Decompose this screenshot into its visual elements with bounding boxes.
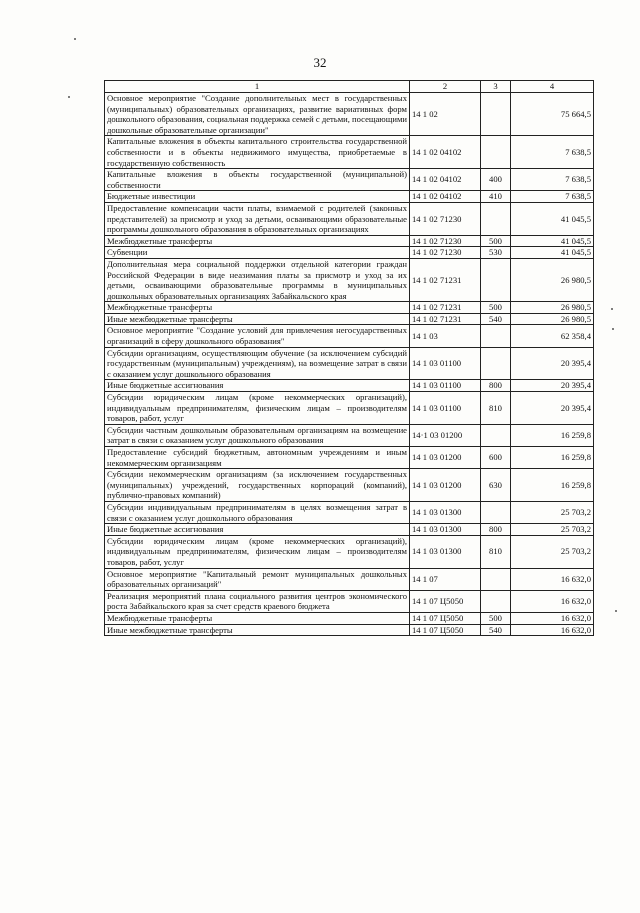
row-amount-cell: 16 259,8 [511,469,594,502]
row-code-cell: 14 1 03 01300 [410,501,481,523]
row-expense-type-cell [481,501,511,523]
table-row [105,501,594,523]
row-code-cell: 14 1 07 Ц5050 [410,590,481,612]
row-expense-type-cell: 540 [481,624,511,636]
table-row [105,313,594,325]
scan-speck [74,38,76,40]
row-name-cell: Предоставление компенсации части платы, взимаемой с родителей (законных представителей) за присмотр и уход за детьми, осваивающими образовательные программы дошкольного образования в образовательных организациях [105,202,410,235]
row-code-cell: 14 1 02 71231 [410,302,481,314]
table-row [105,424,594,446]
row-name-cell: Основное мероприятие "Создание дополнительных мест в государственных (муниципальных) образовательных организациях, развитие вариативных форм дошкольного образования, социальная поддержка семей с детьми, посещающими дошкольные образовательные организации" [105,93,410,136]
row-code-cell: 14 1 02 71230 [410,247,481,259]
row-amount-cell: 16 259,8 [511,447,594,469]
row-name-cell: Капитальные вложения в объекты капитального строительства государственной собственности и в объекты недвижимого имущества, приобретаемые в государственную собственность [105,136,410,169]
row-name-cell: Дополнительная мера социальной поддержки отдельной категории граждан Российской Федерации в виде неазимания платы за присмотр и уход за их детьми, осваивающими образовательные программы в муниципальных дошкольных образовательных организациях Забайкальского края [105,258,410,301]
row-amount-cell: 16 632,0 [511,624,594,636]
row-code-cell: 14 1 03 [410,325,481,347]
table-row [105,590,594,612]
row-code-cell: 14 1 03 01100 [410,347,481,380]
row-expense-type-cell [481,347,511,380]
row-amount-cell: 7 638,5 [511,136,594,169]
row-code-cell: 14 1 07 [410,568,481,590]
row-amount-cell: 41 045,5 [511,235,594,247]
row-code-cell: 14·1 03 01200 [410,424,481,446]
budget-table [104,80,594,636]
row-amount-cell: 26 980,5 [511,258,594,301]
table-row [105,325,594,347]
row-expense-type-cell: 500 [481,235,511,247]
row-expense-type-cell [481,258,511,301]
row-code-cell: 14 1 02 04102 [410,136,481,169]
table-row [105,612,594,624]
row-expense-type-cell: 410 [481,191,511,203]
row-code-cell: 14 1 02 [410,93,481,136]
column-header: 2 [410,81,481,93]
row-code-cell: 14 1 02 71230 [410,202,481,235]
table-row [105,202,594,235]
row-expense-type-cell: 800 [481,380,511,392]
row-amount-cell: 16 259,8 [511,424,594,446]
row-expense-type-cell: 500 [481,302,511,314]
row-expense-type-cell [481,202,511,235]
table-row [105,568,594,590]
row-amount-cell: 20 395,4 [511,392,594,425]
row-amount-cell: 41 045,5 [511,247,594,259]
row-code-cell: 14 1 02 71231 [410,258,481,301]
row-name-cell: Реализация мероприятий плана социального развития центров экономического роста Забайкальского края за счет средств краевого бюджета [105,590,410,612]
row-amount-cell: 20 395,4 [511,380,594,392]
table-row [105,247,594,259]
row-name-cell: Иные бюджетные ассигнования [105,524,410,536]
table-row [105,347,594,380]
row-amount-cell: 41 045,5 [511,202,594,235]
table-row [105,136,594,169]
row-name-cell: Субсидии индивидуальным предпринимателям в целях возмещения затрат в связи с оказанием услуг дошкольного образования [105,501,410,523]
row-name-cell: Субсидии юридическим лицам (кроме некоммерческих организаций), индивидуальным предпринимателям, физическим лицам – производителям товаров, работ, услуг [105,535,410,568]
row-expense-type-cell [481,590,511,612]
table-row [105,191,594,203]
row-expense-type-cell: 810 [481,392,511,425]
row-name-cell: Капитальные вложения в объекты государственной (муниципальной) собственности [105,169,410,191]
scan-speck [615,610,617,612]
row-code-cell: 14 1 02 04102 [410,191,481,203]
row-amount-cell: 16 632,0 [511,590,594,612]
row-code-cell: 14 1 03 01300 [410,535,481,568]
row-code-cell: 14 1 07 Ц5050 [410,612,481,624]
table-header-row [105,81,594,93]
row-name-cell: Межбюджетные трансферты [105,612,410,624]
row-name-cell: Межбюджетные трансферты [105,235,410,247]
row-name-cell: Иные межбюджетные трансферты [105,313,410,325]
row-name-cell: Иные межбюджетные трансферты [105,624,410,636]
column-header: 1 [105,81,410,93]
table-row [105,535,594,568]
row-amount-cell: 75 664,5 [511,93,594,136]
row-name-cell: Иные бюджетные ассигнования [105,380,410,392]
row-name-cell: Межбюджетные трансферты [105,302,410,314]
row-code-cell: 14 1 03 01100 [410,380,481,392]
row-expense-type-cell: 810 [481,535,511,568]
row-expense-type-cell [481,568,511,590]
table-row [105,93,594,136]
scan-speck [68,96,70,98]
table-body [105,93,594,636]
row-amount-cell: 7 638,5 [511,191,594,203]
table-row [105,624,594,636]
table-row [105,235,594,247]
row-name-cell: Предоставление субсидий бюджетным, автономным учреждениям и иным некоммерческим организациям [105,447,410,469]
row-expense-type-cell: 500 [481,612,511,624]
table-row [105,380,594,392]
row-expense-type-cell: 400 [481,169,511,191]
row-expense-type-cell: 530 [481,247,511,259]
row-expense-type-cell [481,325,511,347]
table-row [105,169,594,191]
row-name-cell: Основное мероприятие "Капитальный ремонт муниципальных дошкольных образовательных организаций" [105,568,410,590]
row-name-cell: Субсидии частным дошкольным образовательным организациям на возмещение затрат в связи с оказанием услуг дошкольного образования [105,424,410,446]
row-expense-type-cell [481,424,511,446]
row-expense-type-cell: 540 [481,313,511,325]
row-name-cell: Субвенции [105,247,410,259]
row-expense-type-cell: 600 [481,447,511,469]
column-header: 4 [511,81,594,93]
row-name-cell: Бюджетные инвестиции [105,191,410,203]
table-row [105,258,594,301]
row-amount-cell: 7 638,5 [511,169,594,191]
row-expense-type-cell [481,136,511,169]
row-code-cell: 14 1 03 01100 [410,392,481,425]
row-code-cell: 14 1 03 01200 [410,447,481,469]
row-expense-type-cell: 630 [481,469,511,502]
row-name-cell: Субсидии организациям, осуществляющим обучение (за исключением субсидий государственным (муниципальным) учреждениям), на возмещение затрат в связи с оказанием услуг дошкольного образования [105,347,410,380]
row-amount-cell: 25 703,2 [511,501,594,523]
row-amount-cell: 25 703,2 [511,535,594,568]
row-code-cell: 14 1 03 01200 [410,469,481,502]
row-code-cell: 14 1 03 01300 [410,524,481,536]
row-amount-cell: 16 632,0 [511,612,594,624]
row-amount-cell: 20 395,4 [511,347,594,380]
table-row [105,469,594,502]
table-row [105,524,594,536]
scan-speck [611,308,613,310]
column-header: 3 [481,81,511,93]
table-row [105,447,594,469]
scan-speck [612,328,614,330]
row-code-cell: 14 1 07 Ц5050 [410,624,481,636]
row-amount-cell: 26 980,5 [511,313,594,325]
row-amount-cell: 16 632,0 [511,568,594,590]
row-code-cell: 14 1 02 71231 [410,313,481,325]
row-amount-cell: 62 358,4 [511,325,594,347]
row-amount-cell: 25 703,2 [511,524,594,536]
row-name-cell: Субсидии юридическим лицам (кроме некоммерческих организаций), индивидуальным предпринимателям, физическим лицам – производителям товаров, работ, услуг [105,392,410,425]
row-code-cell: 14 1 02 04102 [410,169,481,191]
row-expense-type-cell: 800 [481,524,511,536]
row-expense-type-cell [481,93,511,136]
row-amount-cell: 26 980,5 [511,302,594,314]
row-name-cell: Субсидии некоммерческим организациям (за исключением государственных (муниципальных) учреждений, государственных корпораций (компаний), публично-правовых компаний) [105,469,410,502]
row-code-cell: 14 1 02 71230 [410,235,481,247]
table-row [105,392,594,425]
row-name-cell: Основное мероприятие "Создание условий для привлечения негосударственных организаций в сферу дошкольного образования" [105,325,410,347]
table-row [105,302,594,314]
page-number: 32 [313,55,327,70]
